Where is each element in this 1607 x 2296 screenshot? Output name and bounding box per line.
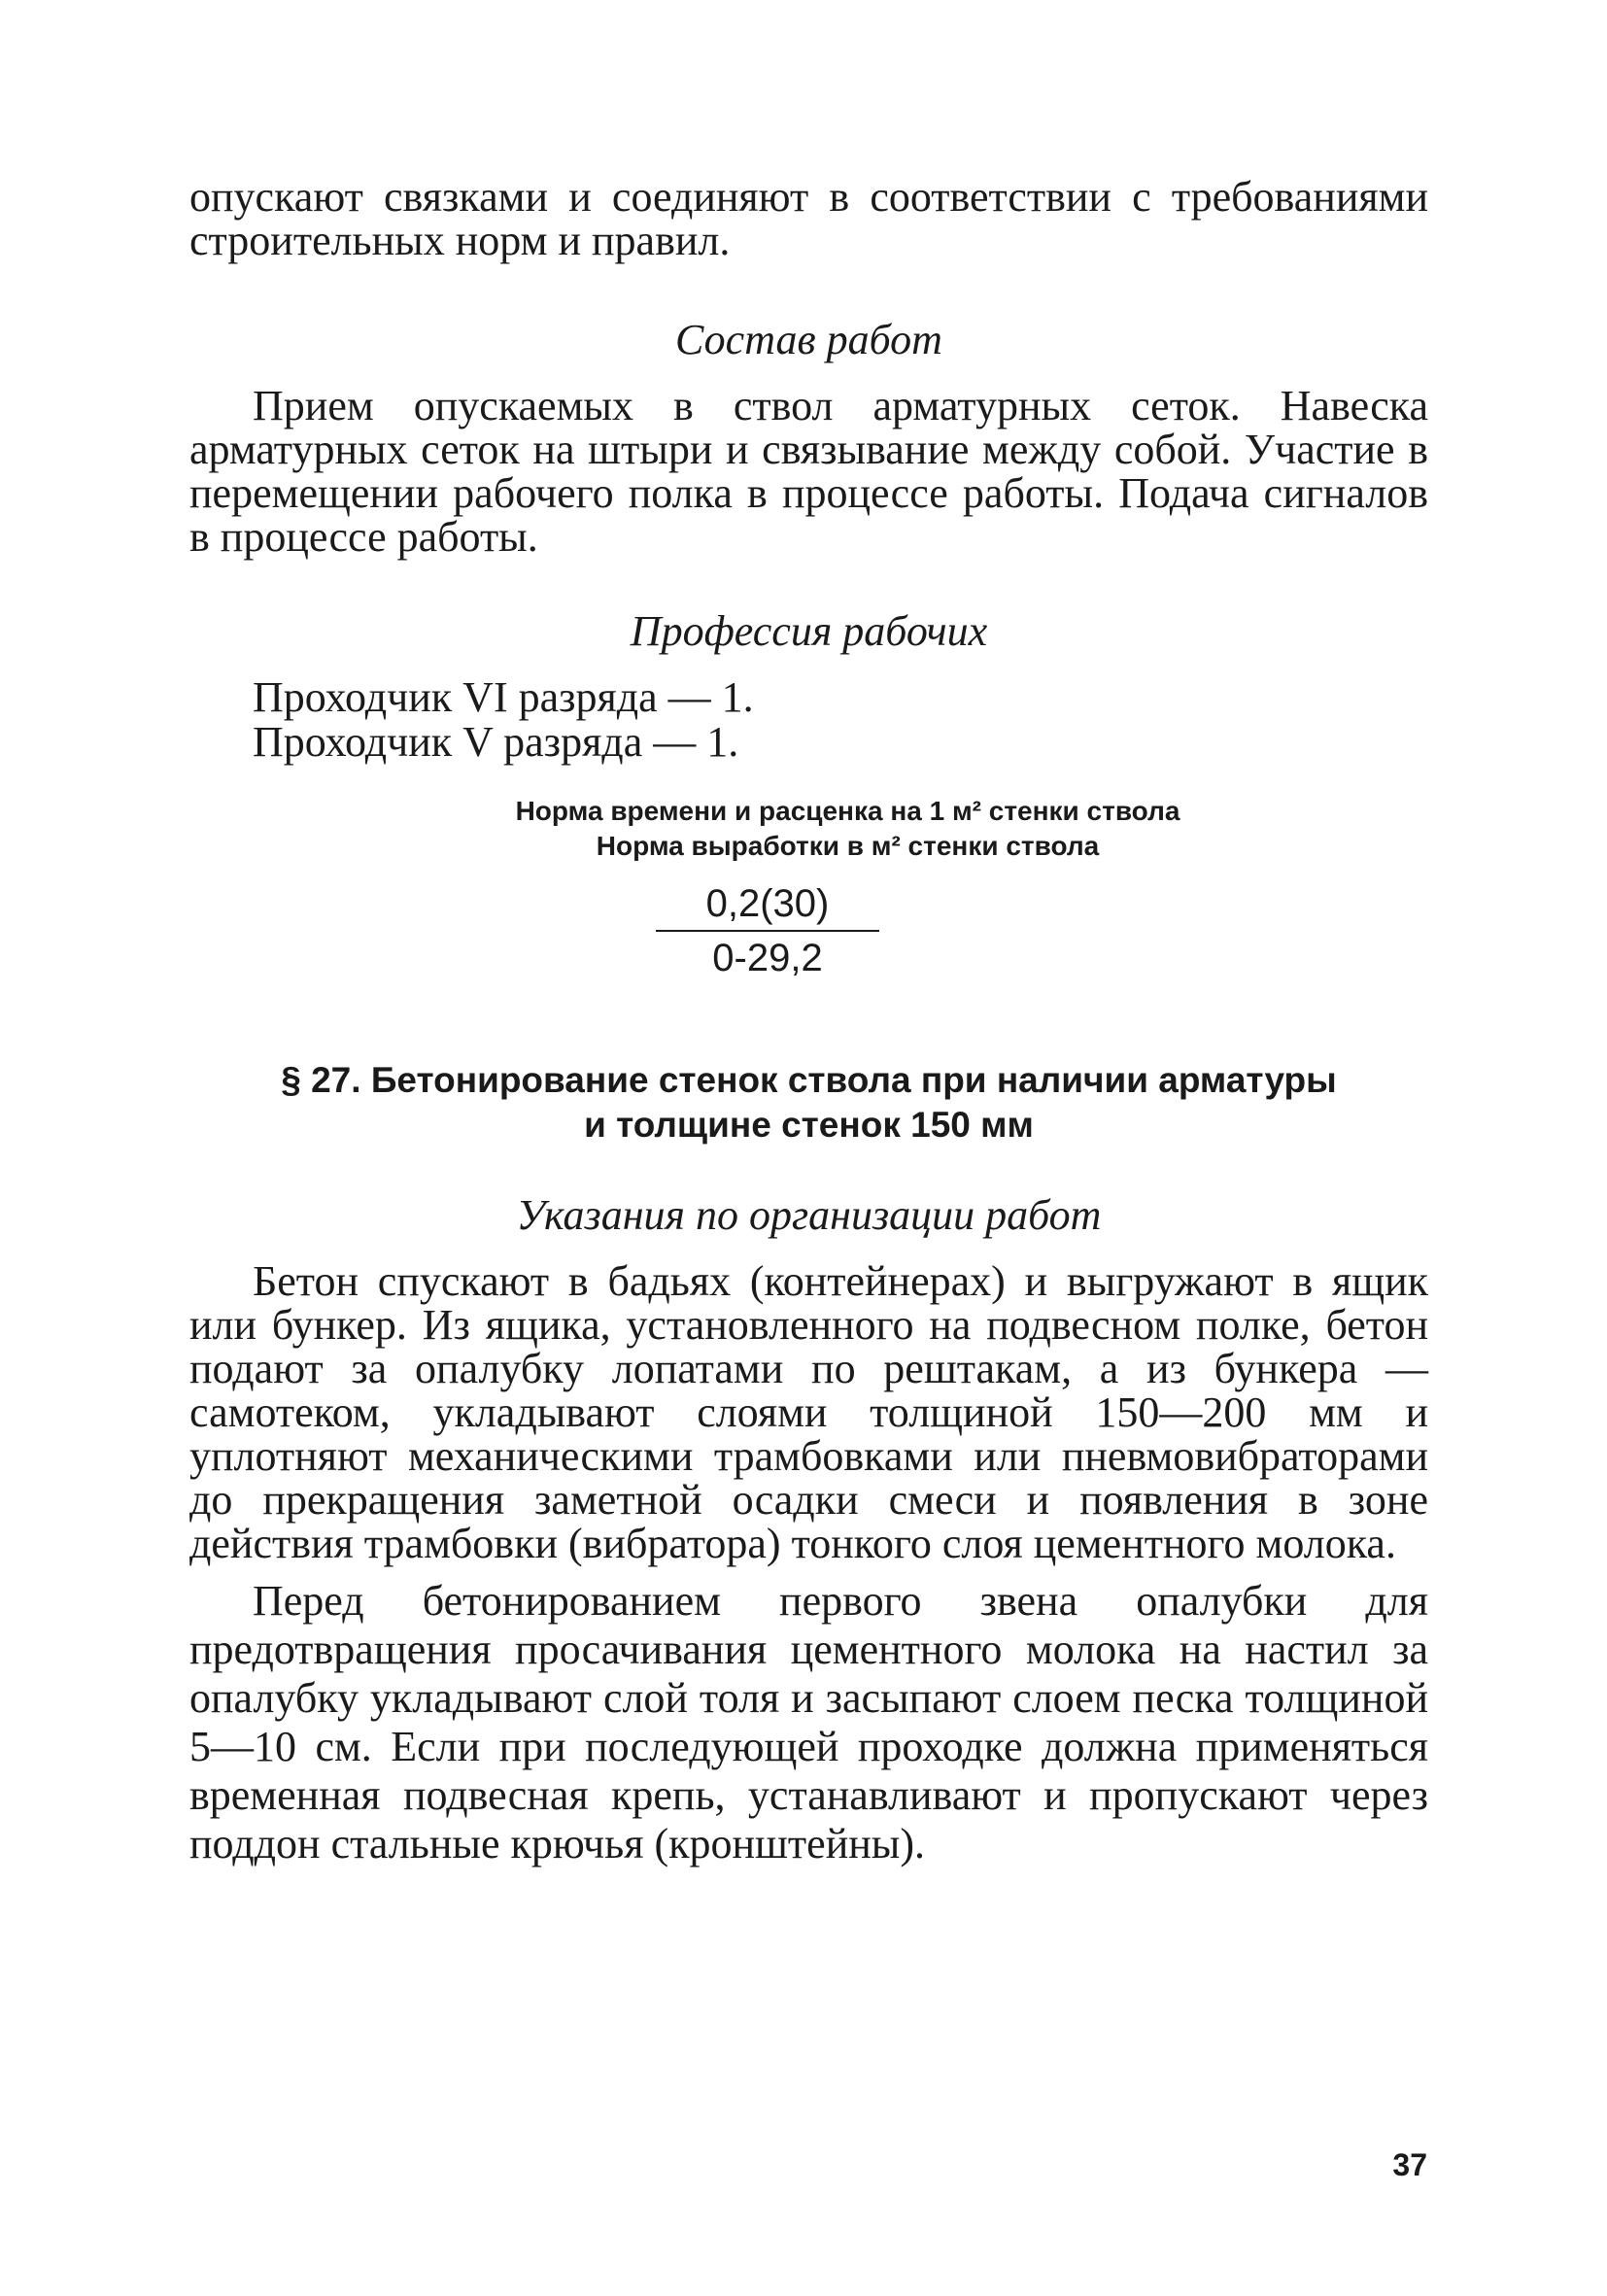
norm-denominator: 0-29,2 <box>712 937 823 979</box>
page-content <box>189 175 1428 1868</box>
worker-line-1: Проходчик VI разряда — 1. <box>253 673 754 721</box>
composition-paragraph: Прием опускаемых в ствол арматурных сеток. Навеска арматурных сеток на штыри и связывание между собой. Участие в перемещении рабочего полка в процессе работы. Подача сигналов в процессе работы. <box>189 382 1428 561</box>
fraction-bar <box>656 930 879 932</box>
composition-heading: Состав работ <box>675 316 942 363</box>
workers-heading: Профессия рабочих <box>630 607 988 655</box>
norm-fraction <box>656 881 879 980</box>
worker-line-2: Проходчик V разряда — 1. <box>253 718 739 766</box>
section-title-line-1: § 27. Бетонирование стенок ствола при наличии арматуры <box>281 1060 1337 1100</box>
instructions-paragraph-2: Перед бетонированием первого звена опалубки для предотвращения просачивания цементного молока на настил за опалубку укладывают слой толя и засыпают слоем песка толщиной 5—10 см. Если при последующей проходке должна применяться временная подвесная крепь, устанавливают и пропускают через поддон стальные крючья (кронштейны). <box>189 1577 1428 1868</box>
norm-caption-line-2: Норма выработки в м² стенки ствола <box>596 831 1100 861</box>
continuation-paragraph: опускают связками и соединяют в соответствии с требованиями строительных норм и правил. <box>189 173 1428 264</box>
section-title-line-2: и толщине стенок 150 мм <box>584 1105 1034 1145</box>
instructions-paragraph-1: Бетон спускают в бадьях (контейнерах) и выгружают в ящик или бункер. Из ящика, установленного на подвесном полке, бетон подают за опалубку лопатами по рештакам, а из бункера — самотеком, укладывают слоями толщиной 150—200 мм и уплотняют механическими трамбовками или пневмовибраторами до прекращения заметной осадки смеси и появления в зоне действия трамбовки (вибратора) тонкого слоя цементного молока. <box>189 1257 1428 1567</box>
instructions-heading: Указания по организации работ <box>516 1191 1102 1239</box>
norm-numerator: 0,2(30) <box>705 882 830 925</box>
page-number: 37 <box>1392 2147 1427 2182</box>
norm-caption-line-1: Норма времени и расценка на 1 м² стенки ствола <box>515 796 1180 826</box>
